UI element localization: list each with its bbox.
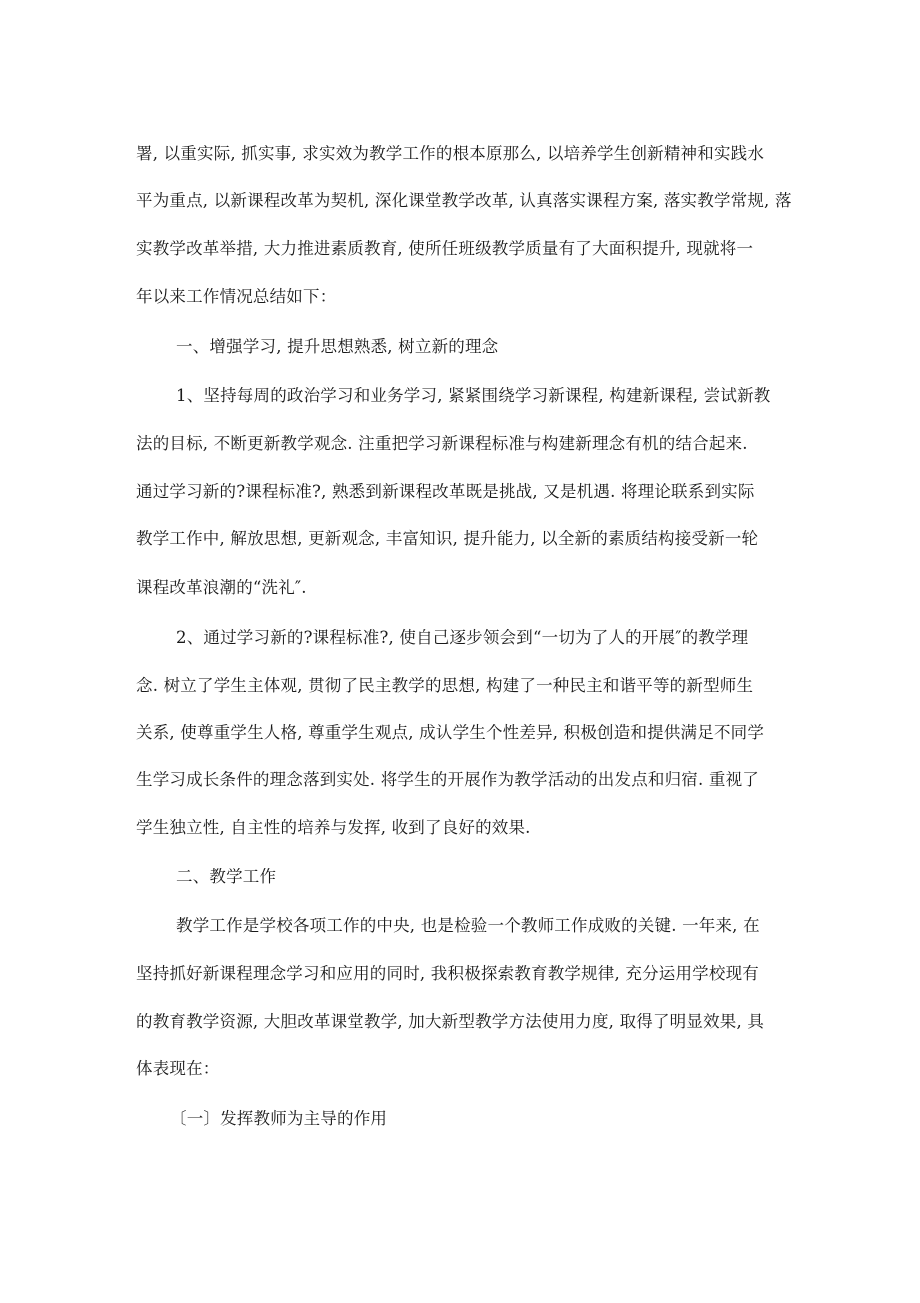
paragraph-line: 1、坚持每周的政治学习和业务学习, 紧紧围绕学习新课程, 构建新课程, 尝试新教 <box>176 386 771 405</box>
paragraph-line: 教学工作是学校各项工作的中央, 也是检验一个教师工作成败的关键. 一年来, 在 <box>176 916 760 935</box>
paragraph-line: 教学工作中, 解放思想, 更新观念, 丰富知识, 提升能力, 以全新的素质结构接受新一轮 <box>136 529 759 548</box>
section-heading-2: 二、教学工作 <box>176 867 277 886</box>
paragraph-line: 关系, 使尊重学生人格, 尊重学生观点, 成认学生个性差异, 积极创造和提供满足不同学 <box>136 723 765 742</box>
paragraph-line: 平为重点, 以新课程改革为契机, 深化课堂教学改革, 认真落实课程方案, 落实教学常规, 落 <box>136 191 792 210</box>
section-heading-1: 一、增强学习, 提升思想熟悉, 树立新的理念 <box>176 337 499 356</box>
paragraph-line: 学生独立性, 自主性的培养与发挥, 收到了良好的效果. <box>136 818 531 837</box>
paragraph-line: 的教育教学资源, 大胆改革课堂教学, 加大新型教学方法使用力度, 取得了明显效果, 具 <box>136 1012 765 1031</box>
paragraph-line: 2、通过学习新的?课程标准?, 使自己逐步领会到“一切为了人的开展″的教学理 <box>176 628 749 647</box>
paragraph-line: 课程改革浪潮的“洗礼″. <box>136 578 307 597</box>
paragraph-line: 实教学改革举措, 大力推进素质教育, 使所任班级教学质量有了大面积提升, 现就将一 <box>136 239 754 258</box>
subsection-heading: 〔一〕发挥教师为主导的作用 <box>170 1109 388 1128</box>
paragraph-line: 念. 树立了学生主体观, 贯彻了民主教学的思想, 构建了一种民主和谐平等的新型师生 <box>136 676 754 695</box>
paragraph-line: 通过学习新的?课程标准?, 熟悉到新课程改革既是挑战, 又是机遇. 将理论联系到实际 <box>136 482 755 501</box>
paragraph-line: 年以来工作情况总结如下： <box>136 287 337 306</box>
paragraph-line: 法的目标, 不断更新教学观念. 注重把学习新课程标准与构建新理念有机的结合起来. <box>136 434 748 453</box>
paragraph-line: 体表现在： <box>136 1059 220 1078</box>
paragraph-line: 坚持抓好新课程理念学习和应用的同时, 我积极探索教育教学规律, 充分运用学校现有 <box>136 964 759 983</box>
paragraph-line: 署, 以重实际, 抓实事, 求实效为教学工作的根本原那么, 以培养学生创新精神和实践水 <box>136 144 765 163</box>
paragraph-line: 生学习成长条件的理念落到实处. 将学生的开展作为教学活动的出发点和归宿. 重视了 <box>136 770 759 789</box>
